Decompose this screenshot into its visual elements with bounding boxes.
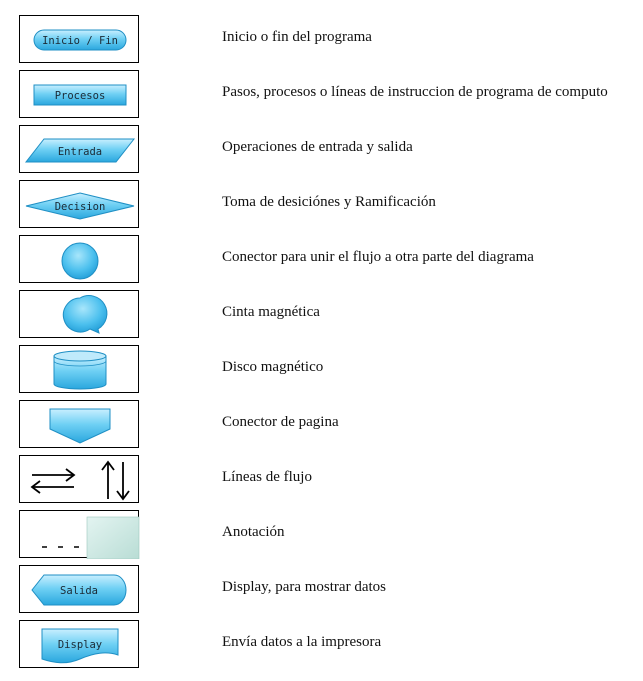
- process-description: Pasos, procesos o líneas de instruccion de programa de computo: [222, 84, 608, 100]
- annotation-description: Anotación: [222, 524, 285, 540]
- symbol-row-process: [0, 70, 643, 120]
- symbol-cell-annotation: [19, 510, 139, 558]
- symbol-cell-decision: [19, 180, 139, 228]
- terminal-shape-label: Inicio / Fin: [42, 35, 118, 47]
- disk-description: Disco magnético: [222, 359, 324, 375]
- flow-lines-shape: [20, 456, 140, 504]
- connector-description: Conector para unir el flujo a otra parte del diagrama: [222, 249, 534, 265]
- terminal-description: Inicio o fin del programa: [222, 29, 372, 45]
- io-description: Operaciones de entrada y salida: [222, 139, 413, 155]
- symbol-row-printer: [0, 620, 643, 670]
- symbol-row-annotation: [0, 510, 643, 560]
- symbol-row-decision: [0, 180, 643, 230]
- page-connector-shape: [20, 401, 140, 449]
- printer-shape: [20, 621, 140, 669]
- symbol-row-io: [0, 125, 643, 175]
- symbol-cell-terminal: [19, 15, 139, 63]
- symbol-row-page-connector: [0, 400, 643, 450]
- symbol-cell-display: [19, 565, 139, 613]
- page-connector-description: Conector de pagina: [222, 414, 339, 430]
- disk-shape: [20, 346, 140, 394]
- tape-description: Cinta magnética: [222, 304, 320, 320]
- symbol-cell-tape: [19, 290, 139, 338]
- symbol-row-terminal: [0, 15, 643, 65]
- symbol-cell-connector: [19, 235, 139, 283]
- decision-description: Toma de desiciónes y Ramificación: [222, 194, 436, 210]
- symbol-row-display: [0, 565, 643, 615]
- tape-shape: [20, 291, 140, 339]
- process-shape-label: Procesos: [54, 90, 106, 102]
- display-shape-label: Salida: [60, 585, 98, 597]
- connector-shape: [20, 236, 140, 284]
- printer-description: Envía datos a la impresora: [222, 634, 382, 650]
- symbol-row-connector: [0, 235, 643, 285]
- symbol-cell-printer: [19, 620, 139, 668]
- printer-shape-label: Display: [57, 639, 103, 651]
- annotation-shape: [20, 511, 140, 559]
- io-shape-label: Entrada: [57, 146, 103, 158]
- symbol-row-flow-lines: [0, 455, 643, 505]
- flow-lines-description: Líneas de flujo: [222, 469, 312, 485]
- symbol-row-disk: [0, 345, 643, 395]
- display-description: Display, para mostrar datos: [222, 579, 386, 595]
- symbol-cell-process: [19, 70, 139, 118]
- terminal-shape: [20, 16, 140, 64]
- symbol-row-tape: [0, 290, 643, 340]
- decision-shape-label: Decision: [54, 201, 106, 213]
- process-shape: [20, 71, 140, 119]
- symbol-cell-io: [19, 125, 139, 173]
- decision-shape: [20, 181, 140, 229]
- symbol-cell-disk: [19, 345, 139, 393]
- display-shape: [20, 566, 140, 614]
- symbol-cell-page-connector: [19, 400, 139, 448]
- io-shape: [20, 126, 140, 174]
- symbol-cell-flow-lines: [19, 455, 139, 503]
